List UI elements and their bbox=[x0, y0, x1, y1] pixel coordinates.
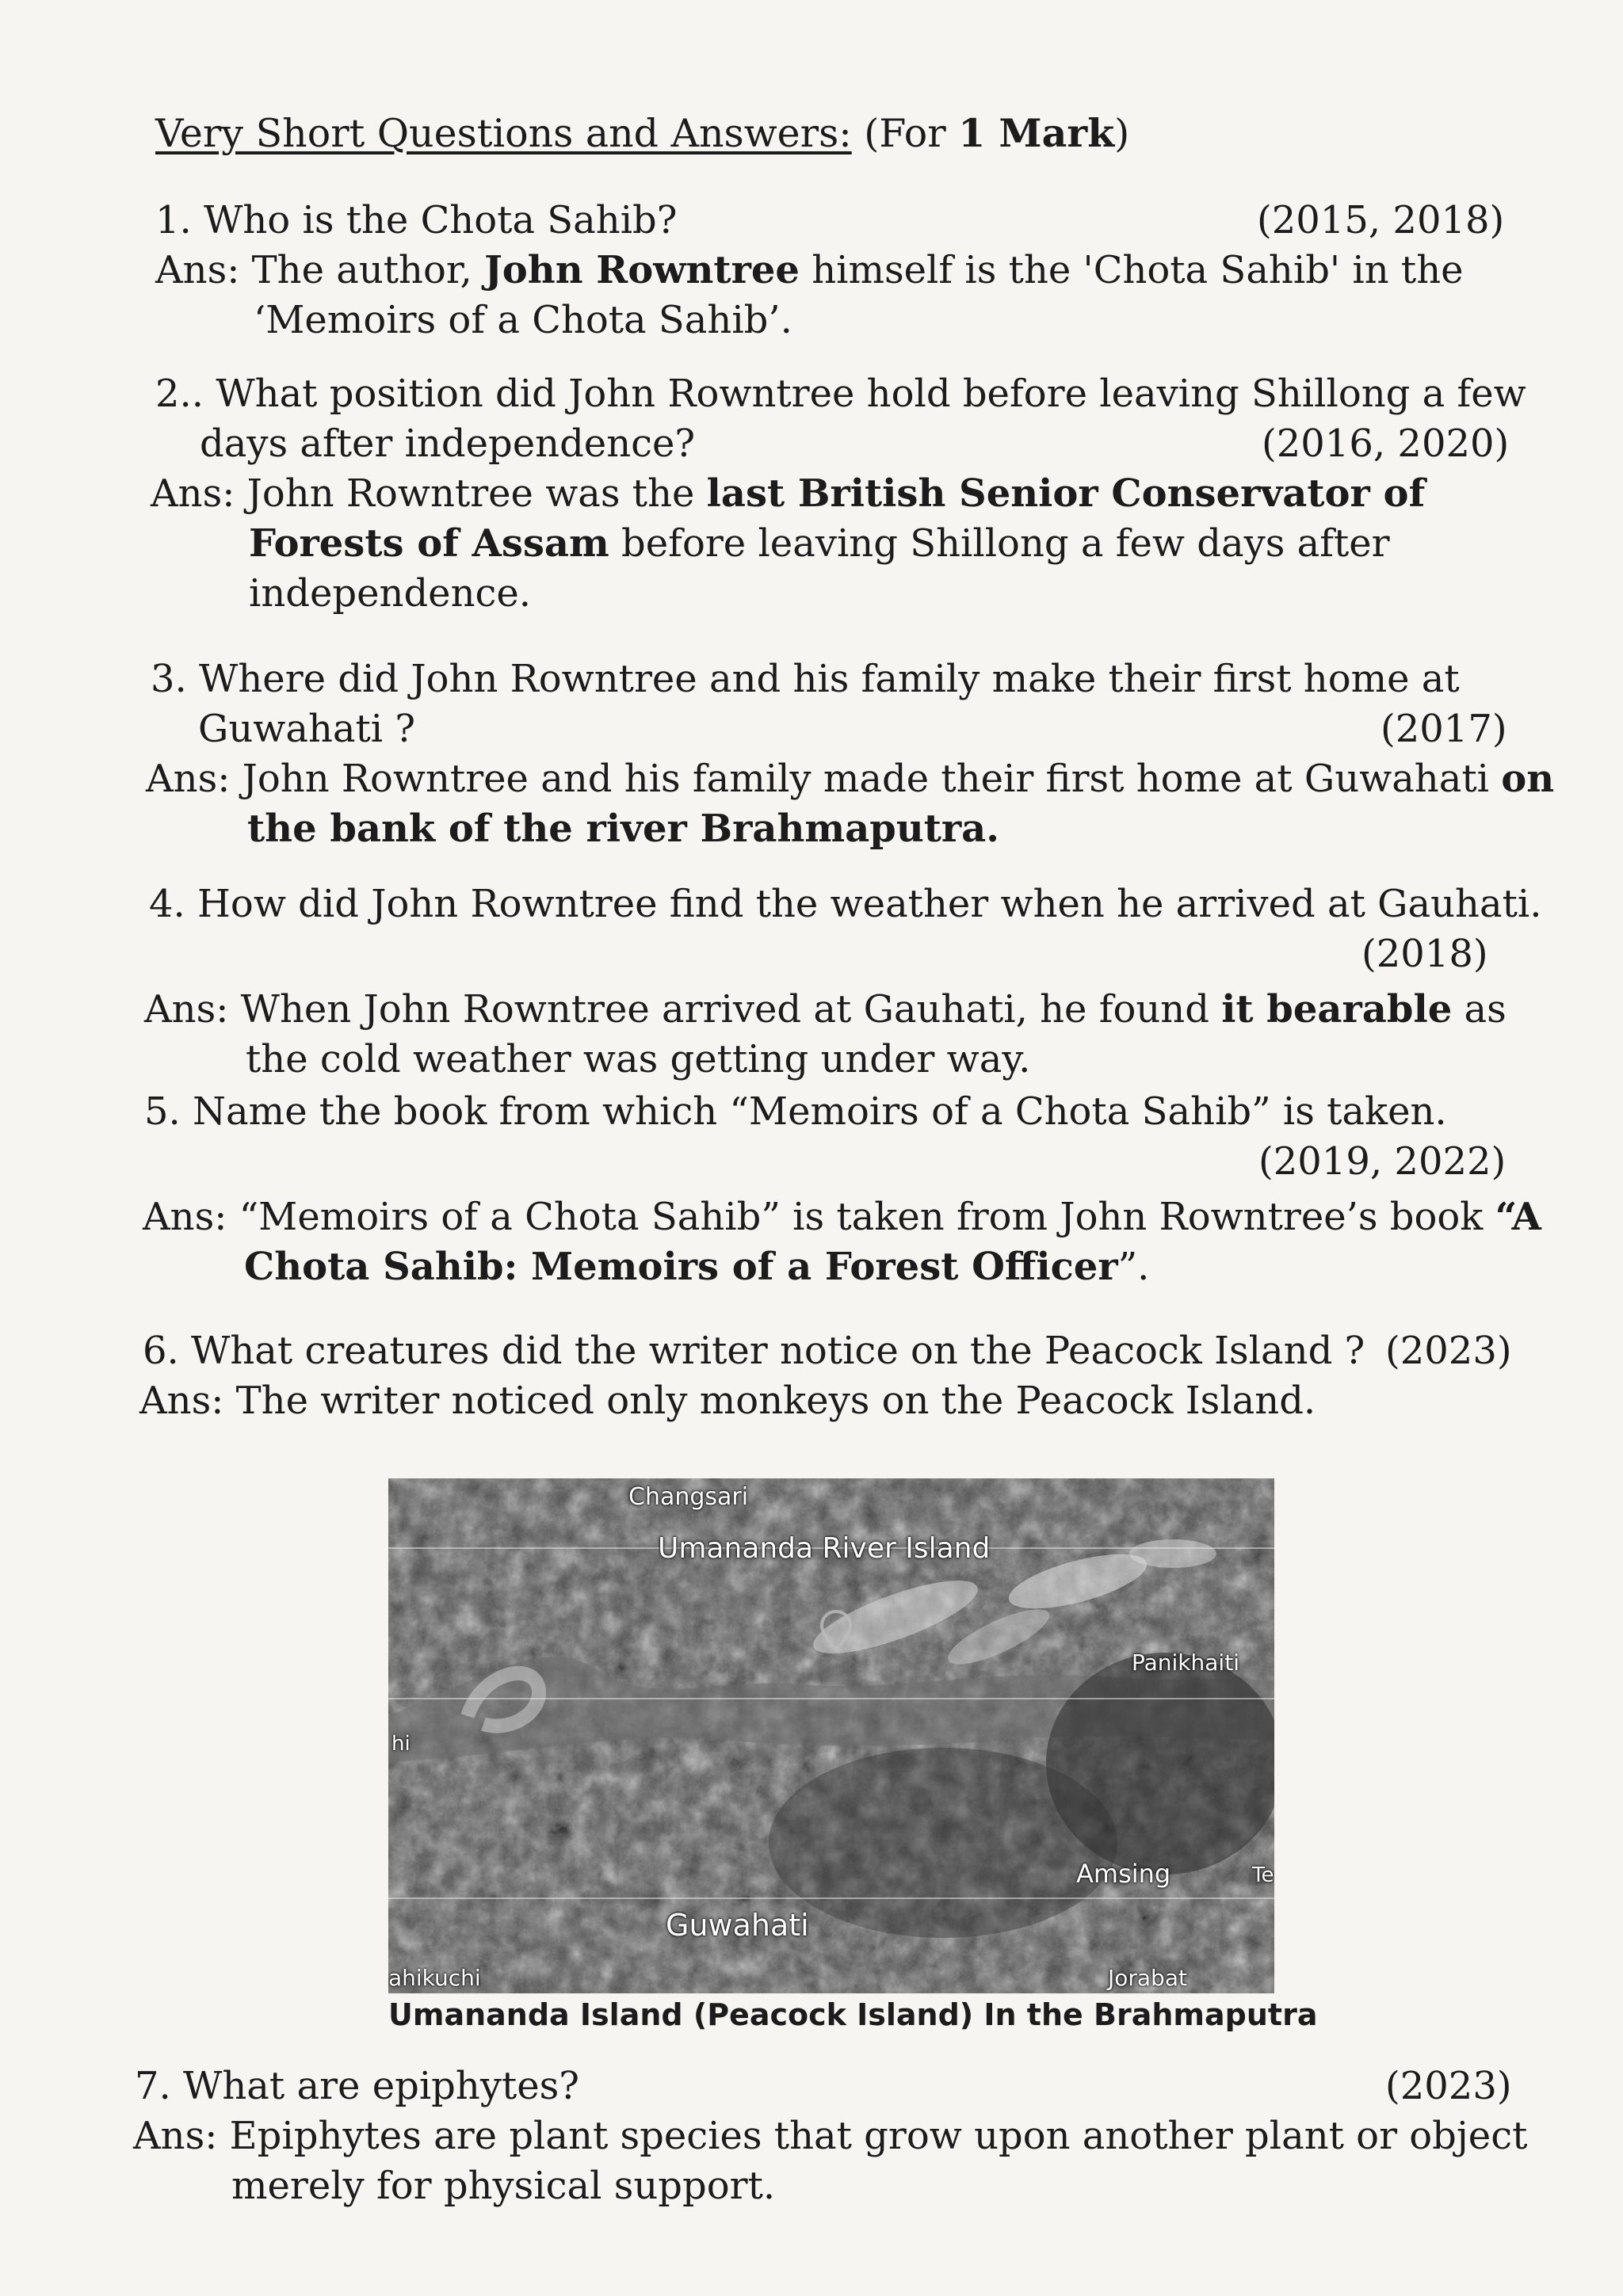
qa-item-5 bbox=[0, 1087, 1623, 1289]
map-label-jorabat: Jorabat bbox=[1108, 1965, 1187, 1991]
map-label-changsari: Changsari bbox=[628, 1483, 749, 1511]
heading-marks: 1 Mark bbox=[958, 110, 1115, 156]
answer-2-bold-2: Forests of Assam bbox=[249, 521, 609, 566]
answer-7: Ans: Epiphytes are plant species that grow upon another plant or object bbox=[133, 2114, 1528, 2158]
map-label-te: Te bbox=[1252, 1863, 1274, 1887]
qa-item-4 bbox=[0, 879, 1623, 1081]
map-label-amsing: Amsing bbox=[1076, 1859, 1171, 1889]
answer-2-line-3: independence. bbox=[249, 571, 532, 616]
question-4: 4. How did John Rowntree find the weather when he arrived at Gauhati. bbox=[149, 882, 1542, 926]
question-2: 2.. What position did John Rowntree hold before leaving Shillong a few bbox=[155, 372, 1526, 416]
year-6: (2023) bbox=[1385, 1329, 1512, 1373]
answer-5-bold: “A bbox=[1495, 1195, 1541, 1239]
answer-6: Ans: The writer noticed only monkeys on the Peacock Island. bbox=[139, 1379, 1316, 1423]
answer-3-text: Ans: John Rowntree and his family made their first home at Guwahati bbox=[146, 757, 1502, 801]
answer-4 bbox=[144, 985, 1623, 1035]
answer-3-bold: on bbox=[1501, 757, 1555, 801]
map-label-hi: hi bbox=[391, 1732, 411, 1756]
year-7: (2023) bbox=[1385, 2064, 1512, 2108]
year-1: (2015, 2018) bbox=[1257, 198, 1505, 242]
year-4: (2018) bbox=[1361, 932, 1488, 976]
answer-1-line-2: ‘Memoirs of a Chota Sahib’. bbox=[254, 298, 792, 342]
question-5: 5. Name the book from which “Memoirs of a Chota Sahib” is taken. bbox=[144, 1089, 1447, 1134]
question-6: 6. What creatures did the writer notice on the Peacock Island ? bbox=[143, 1329, 1365, 1373]
answer-1-text-end: himself is the 'Chota Sahib' in the bbox=[799, 248, 1464, 292]
answer-5 bbox=[143, 1192, 1623, 1242]
figure-caption: Umananda Island (Peacock Island) In the Brahmaputra bbox=[388, 1997, 1318, 2032]
satellite-map-image bbox=[388, 1478, 1274, 1993]
answer-2-text-2: before leaving Shillong a few days after bbox=[609, 521, 1390, 566]
heading-rest: (For bbox=[851, 111, 959, 156]
qa-item-1 bbox=[0, 196, 1623, 345]
question-7: 7. What are epiphytes? bbox=[135, 2064, 579, 2108]
answer-2-bold: last British Senior Conservator of bbox=[706, 471, 1426, 516]
map-label-guwahati: Guwahati bbox=[666, 1908, 809, 1943]
year-2: (2016, 2020) bbox=[1262, 421, 1510, 466]
answer-3-line-2 bbox=[247, 804, 1623, 854]
year-5: (2019, 2022) bbox=[1258, 1139, 1507, 1184]
heading-close: ) bbox=[1114, 111, 1130, 156]
answer-4-text: Ans: When John Rowntree arrived at Gauhati, he found bbox=[144, 987, 1222, 1032]
question-1: 1. Who is the Chota Sahib? bbox=[155, 198, 678, 242]
qa-item-6 bbox=[0, 1326, 1623, 1426]
section-heading bbox=[155, 109, 1129, 158]
answer-2 bbox=[151, 469, 1623, 519]
answer-4-bold: it bearable bbox=[1221, 987, 1453, 1032]
map-label-panikhaiti: Panikhaiti bbox=[1132, 1650, 1239, 1676]
answer-1-text: Ans: The author, bbox=[155, 248, 485, 292]
year-3: (2017) bbox=[1381, 707, 1507, 751]
answer-1-bold: John Rowntree bbox=[484, 248, 800, 292]
qa-item-7 bbox=[0, 2061, 1623, 2211]
question-3-line-2: Guwahati ? bbox=[198, 707, 416, 751]
answer-5-line-2 bbox=[244, 1242, 1623, 1292]
qa-item-3 bbox=[0, 654, 1623, 854]
answer-3 bbox=[146, 754, 1623, 804]
answer-5-bold-2: Chota Sahib: Memoirs of a Forest Officer bbox=[244, 1245, 1118, 1289]
answer-1 bbox=[155, 246, 1623, 296]
answer-4-line-2: the cold weather was getting under way. bbox=[246, 1037, 1031, 1081]
qa-item-2 bbox=[0, 369, 1623, 619]
heading-underlined: Very Short Questions and Answers: bbox=[155, 111, 852, 156]
question-2-line-2: days after independence? bbox=[200, 421, 696, 466]
map-label-ahikuchi: ahikuchi bbox=[388, 1965, 481, 1991]
answer-2-text: Ans: John Rowntree was the bbox=[151, 471, 707, 516]
map-label-umananda: Umananda River Island bbox=[658, 1532, 991, 1565]
answer-5-text: Ans: “Memoirs of a Chota Sahib” is taken from John Rowntree’s book bbox=[143, 1195, 1495, 1239]
question-3: 3. Where did John Rowntree and his family make their first home at bbox=[151, 657, 1460, 701]
answer-5-text-2: ”. bbox=[1117, 1245, 1150, 1289]
answer-3-bold-2: the bank of the river Brahmaputra. bbox=[247, 807, 999, 851]
answer-7-line-2: merely for physical support. bbox=[231, 2164, 776, 2208]
answer-4-text-end: as bbox=[1452, 987, 1507, 1032]
answer-2-line-2 bbox=[249, 519, 1623, 569]
